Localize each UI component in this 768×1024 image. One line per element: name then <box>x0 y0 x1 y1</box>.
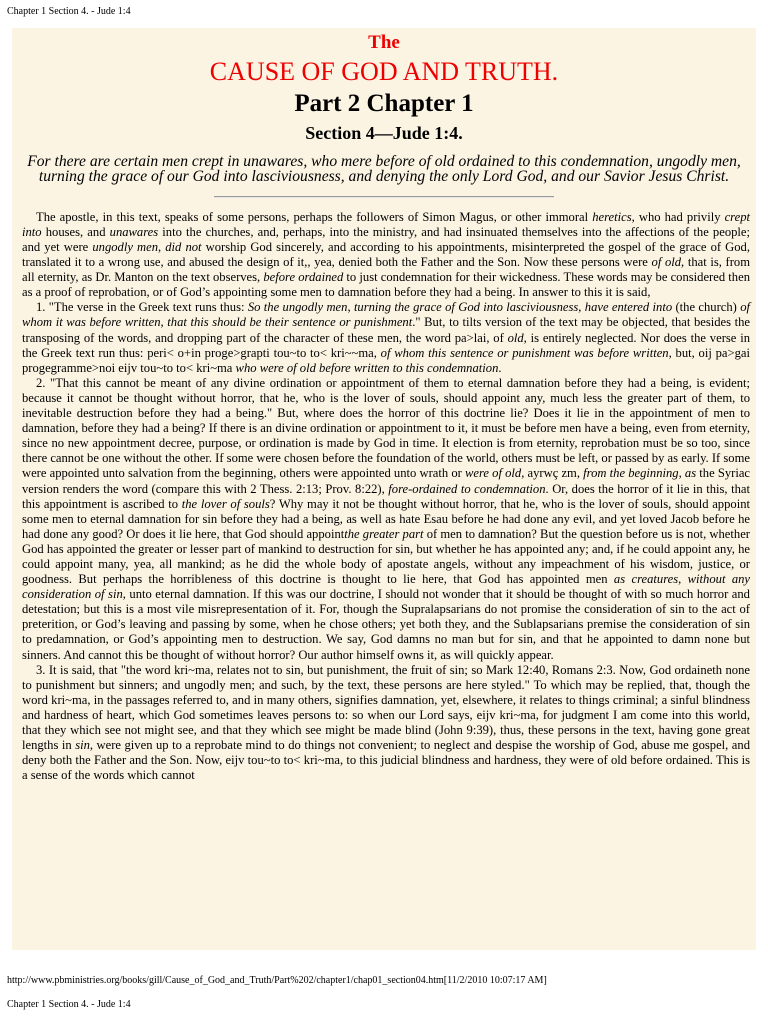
italic-text: So the ungodly men <box>247 300 348 315</box>
text-run: the Syriac version renders the word (compare this with 2 Thess. 2:13; Prov. 8:22), <box>22 466 751 496</box>
italic-text: unawares <box>109 224 159 239</box>
title-the: The <box>368 32 400 53</box>
text-run: to just condemnation for their wickedness. These words may be considered then as a proof of reprobation, or of God’s appointing some men to damnation before they had a being. In answer to this it is said, <box>22 270 750 300</box>
italic-text: as creatures <box>613 572 679 587</box>
text-run: ? Why may it not be thought without horror, that he, who is the lover of souls, should appoint some men to eternal damnation for sin before they had a being, as well as hate Esau before he had done any evil, and yet loved Jacob before he had done any good? Or does it lie here, that God should appoint <box>22 496 750 541</box>
text-run: . <box>498 360 502 375</box>
italic-text: turning the grace of God into lasciviousness, have entered into <box>353 300 673 315</box>
text-run: , <box>160 315 168 330</box>
text-run: into the churches, and, perhaps, into the ministry, and had insinuated themselves into the affections of the people; and yet were <box>22 224 750 254</box>
horizontal-rule <box>214 196 554 198</box>
text-run: , <box>347 300 354 315</box>
text-run: 1. "The verse in the Greek text runs thus: <box>36 300 248 315</box>
text-run: , were given up to a reprobate mind to do things not convenient; to neglect and despise the worship of God, abuse me gospel, and deny both the Father and the Son. Now, eijv tou~to to< kri~ma, to this judicial blindness and hardness, they were of old before ordained. This is a sense of the words which cannot <box>22 738 750 783</box>
text-run: , who had privily <box>631 209 725 224</box>
text-run: . Or, does the horror of it lie in this, that this appointment is ascribed to <box>22 481 750 511</box>
italic-text: crept into <box>22 209 750 239</box>
italic-text: the lover of souls <box>181 496 270 511</box>
italic-text: without any consideration of sin <box>22 572 751 602</box>
text-run: , <box>678 466 685 481</box>
footer-url: http://www.pbministries.org/books/gill/Cause_of_God_and_Truth/Part%202/chapter1/chap01_section04.htm[11/2/2010 10:07:17 AM] <box>7 975 547 986</box>
italic-text: sin <box>75 738 90 753</box>
text-run: , <box>158 240 166 254</box>
italic-text: from the beginning <box>583 466 679 481</box>
text-run: , but, oij pa>gai progegramme>noi eijv tou~to to< kri~ma <box>22 345 750 375</box>
italic-text: did not <box>165 240 202 254</box>
italic-text: that this should be their sentence or punishment <box>167 315 413 330</box>
body-text <box>22 210 750 784</box>
italic-text: fore-ordained to condemnation <box>388 481 546 496</box>
text-run: 3. It is said, that "the word kri~ma, relates not to sin, but punishment, the fruit of sin; so Mark 12:40, Romans 2:3. Now, God ordaineth none to punishment but sinners; and ungodly men; and such, by the text, these persons are here styled." To which may be replied, that, though the word kri~ma, in the passages referred to, and in many others, signifies damnation, yet, elsewhere, it relates to things criminal; a sinful blindness and hardness of heart, which God sometimes leaves persons to: so when our Lord says, eijv kri~ma, for judgment I am come into this world, that they which see not might see, and that they which see might be made blind (John 9:39), thus, these persons in the text, having gone great lengths in <box>22 662 750 753</box>
paragraph <box>22 300 750 375</box>
footer-page-title: Chapter 1 Section 4. - Jude 1:4 <box>7 999 131 1010</box>
text-run: houses, and <box>41 224 110 239</box>
italic-text: old <box>507 330 524 345</box>
italic-text: the greater part <box>344 526 424 541</box>
italic-text: of whom this sentence or punishment was before written <box>380 345 669 360</box>
italic-text: ungodly men <box>92 240 158 254</box>
text-run: , ayrwç zm, <box>521 466 584 481</box>
italic-text: as <box>684 466 697 481</box>
epigraph: For there are certain men crept in unawares, who mere before of old ordained to this condemnation, ungodly men, turning the grace of our God into lasciviousness, and denying the only Lord God, and our Savior Jesus Christ. <box>27 153 741 186</box>
italic-text: of old <box>651 255 682 270</box>
text-run: 2. "That this cannot be meant of any divine ordination or appointment of them to eternal damnation before they had a being, is evident; because it cannot be thought without horror, that he, who is the lover of souls, should appoint any, much less the greater part of them, to inevitable destruction before they had a being." But, where does the horror of this doctrine lie? Does it lie in the appointment of men to damnation, before they had a being? If there is an divine ordination or appointment to it, it must be before men have a being, even from eternity, since no new appointment decree, purpose, or ordination is made by God in time. It election is from eternity, reprobation must be so too, since there cannot be one without the other. If some were chosen before the foundation of the world, others must be left, or passed by as early. If some were appointed unto salvation from the beginning, others were appointed unto wrath or <box>22 375 750 481</box>
paragraph <box>22 376 750 663</box>
text-run: worship God sincerely, and according to his appointments, misinterpreted the gospel of the grace of God, translated it to a wrong use, and abused the design of it,, yea, denied both the Father and the Son. Now these persons were <box>22 240 751 270</box>
text-run: of men to damnation? But the question before us is not, whether God has appointed the greater or lesser part of mankind to destruction for sin, but whether he has appointed any; and, if he could appoint any, he could appoint many, yea, all mankind; as he did the whole body of apostate angels, without any impeachment of his wisdom, justice, or goodness. But perhaps the horribleness of this doctrine is thought to lie here, that God has appointed men <box>22 526 750 587</box>
title-part: Part 2 Chapter 1 <box>294 90 474 117</box>
title-section: Section 4—Jude 1:4. <box>305 123 463 143</box>
italic-text: heretics <box>592 209 632 224</box>
paragraph <box>22 210 750 301</box>
title-main: CAUSE OF GOD AND TRUTH. <box>209 57 559 86</box>
text-run: , unto eternal damnation. If this was our doctrine, I should not wonder that it should be thought of with so much horror and detestation; but this is a most vile misrepresentation of it. For, though the Supralapsarians do not promise the consideration of sin to the act of preterition, or God’s leaving and passing by some, when he chose others; yet both they, and the Sublapsarians premise the consideration of sin to predamnation, or God’s appointing men to destruction. We say, God damns no man but for sin, and that he appointed to damn none but sinners. And cannot this be thought of without horror? Our author himself owns it, as will quickly appear. <box>22 587 750 662</box>
paragraph <box>22 663 750 784</box>
italic-text: were of old <box>464 466 522 481</box>
text-run: (the church) <box>672 300 741 315</box>
text-run: ." But, to tilts version of the text may be objected, that besides the transposing of the words, and dropping part of the character of these men, the word pa>lai, of <box>22 315 751 345</box>
document-page <box>12 28 756 950</box>
italic-text: of whom it was before written <box>22 300 751 330</box>
text-run: The apostle, in this text, speaks of some persons, perhaps the followers of Simon Magus, or other immoral <box>36 209 593 224</box>
title-block <box>12 32 756 145</box>
italic-text: who were of old before written to this condemnation <box>235 360 499 375</box>
browser-page-header: Chapter 1 Section 4. - Jude 1:4 <box>7 6 131 17</box>
text-run: , <box>678 572 688 587</box>
text-run: , is entirely neglected. Nor does the verse in the Greek text run thus: peri< o+in proge>grapti tou~to to< kri~~ma, <box>22 330 750 360</box>
text-run: , that is, from all eternity, as Dr. Manton on the text observes, <box>22 255 750 285</box>
italic-text: before ordained <box>263 270 344 285</box>
